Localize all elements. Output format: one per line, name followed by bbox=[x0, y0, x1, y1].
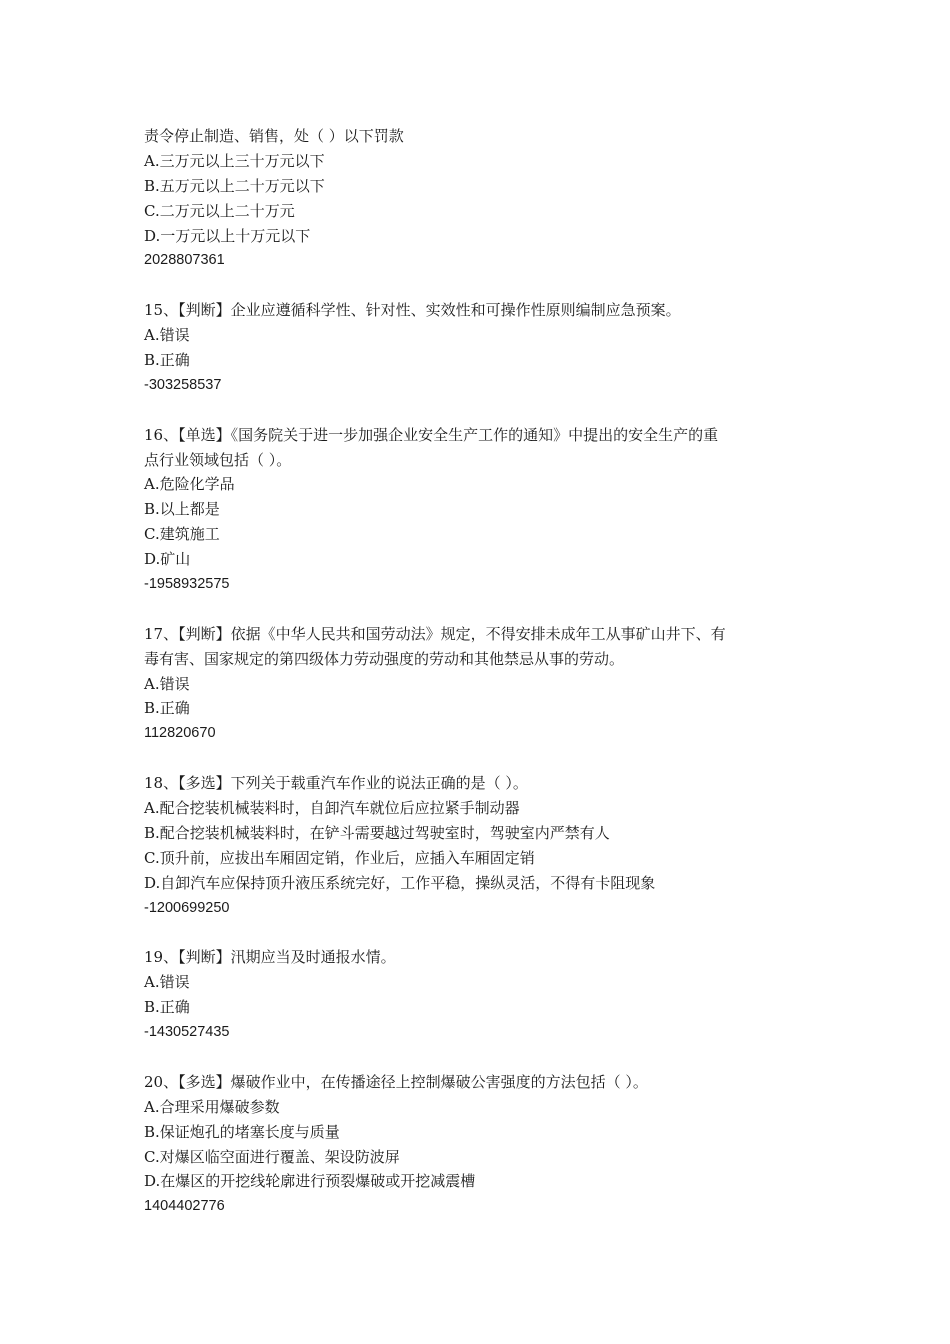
question-16 bbox=[144, 423, 814, 597]
option-c: C.建筑施工 bbox=[144, 525, 220, 544]
question-stem: 责令停止制造、销售，处（ ）以下罚款 bbox=[144, 127, 404, 145]
option-b: B.配合挖装机械装料时，在铲斗需要越过驾驶室时，驾驶室内严禁有人 bbox=[144, 823, 610, 842]
question-18 bbox=[144, 771, 814, 920]
question-code: 2028807361 bbox=[144, 252, 225, 269]
question-stem: 20、【多选】爆破作业中，在传播途径上控制爆破公害强度的方法包括（ ）。 bbox=[144, 1072, 648, 1091]
spacer bbox=[144, 746, 814, 771]
spacer bbox=[144, 597, 814, 622]
option-a: A.配合挖装机械装料时，自卸汽车就位后应拉紧手制动器 bbox=[144, 799, 520, 818]
question-stem-line-1: 16、【单选】《国务院关于进一步加强企业安全生产工作的通知》中提出的安全生产的重 bbox=[144, 425, 719, 444]
option-b: B.正确 bbox=[144, 351, 190, 370]
option-b: B.以上都是 bbox=[144, 500, 220, 519]
option-c: C.二万元以上二十万元 bbox=[144, 201, 295, 220]
option-a: A.错误 bbox=[144, 326, 190, 345]
question-19 bbox=[144, 945, 814, 1045]
question-stem: 18、【多选】下列关于载重汽车作业的说法正确的是（ ）。 bbox=[144, 774, 528, 793]
question-17 bbox=[144, 622, 814, 746]
question-14 bbox=[144, 124, 814, 273]
option-a: A.危险化学品 bbox=[144, 475, 235, 494]
spacer bbox=[144, 921, 814, 946]
spacer bbox=[144, 273, 814, 298]
question-code: -1200699250 bbox=[144, 899, 230, 916]
option-a: A.三万元以上三十万元以下 bbox=[144, 151, 325, 170]
option-b: B.五万元以上二十万元以下 bbox=[144, 176, 325, 195]
option-d: D.在爆区的开挖线轮廓进行预裂爆破或开挖减震槽 bbox=[144, 1172, 476, 1191]
question-stem: 19、【判断】汛期应当及时通报水情。 bbox=[144, 948, 396, 967]
option-b: B.正确 bbox=[144, 998, 190, 1017]
option-a: A.错误 bbox=[144, 674, 190, 693]
question-stem-line-2: 毒有害、国家规定的第四级体力劳动强度的劳动和其他禁忌从事的劳动。 bbox=[144, 649, 625, 668]
question-code: 1404402776 bbox=[144, 1198, 225, 1215]
question-stem: 15、【判断】企业应遵循科学性、针对性、实效性和可操作性原则编制应急预案。 bbox=[144, 301, 681, 320]
spacer bbox=[144, 398, 814, 423]
question-code: 112820670 bbox=[144, 725, 216, 742]
option-b: B.正确 bbox=[144, 699, 190, 718]
option-c: C.对爆区临空面进行覆盖、架设防波屏 bbox=[144, 1147, 400, 1166]
question-stem-line-2: 点行业领域包括（ ）。 bbox=[144, 450, 292, 469]
option-a: A.合理采用爆破参数 bbox=[144, 1097, 280, 1116]
option-d: D.一万元以上十万元以下 bbox=[144, 226, 311, 245]
option-d: D.自卸汽车应保持顶升液压系统完好，工作平稳，操纵灵活，不得有卡阻现象 bbox=[144, 873, 656, 892]
option-a: A.错误 bbox=[144, 973, 190, 992]
question-code: -1958932575 bbox=[144, 576, 230, 593]
option-b: B.保证炮孔的堵塞长度与质量 bbox=[144, 1122, 340, 1141]
question-15 bbox=[144, 298, 814, 398]
document-page bbox=[144, 124, 814, 1219]
question-stem-line-1: 17、【判断】依据《中华人民共和国劳动法》规定，不得安排未成年工从事矿山井下、有 bbox=[144, 624, 726, 643]
question-20 bbox=[144, 1070, 814, 1219]
spacer bbox=[144, 1045, 814, 1070]
question-code: -303258537 bbox=[144, 376, 222, 393]
option-d: D.矿山 bbox=[144, 550, 191, 569]
option-c: C.顶升前，应拔出车厢固定销，作业后，应插入车厢固定销 bbox=[144, 848, 535, 867]
question-code: -1430527435 bbox=[144, 1024, 230, 1041]
